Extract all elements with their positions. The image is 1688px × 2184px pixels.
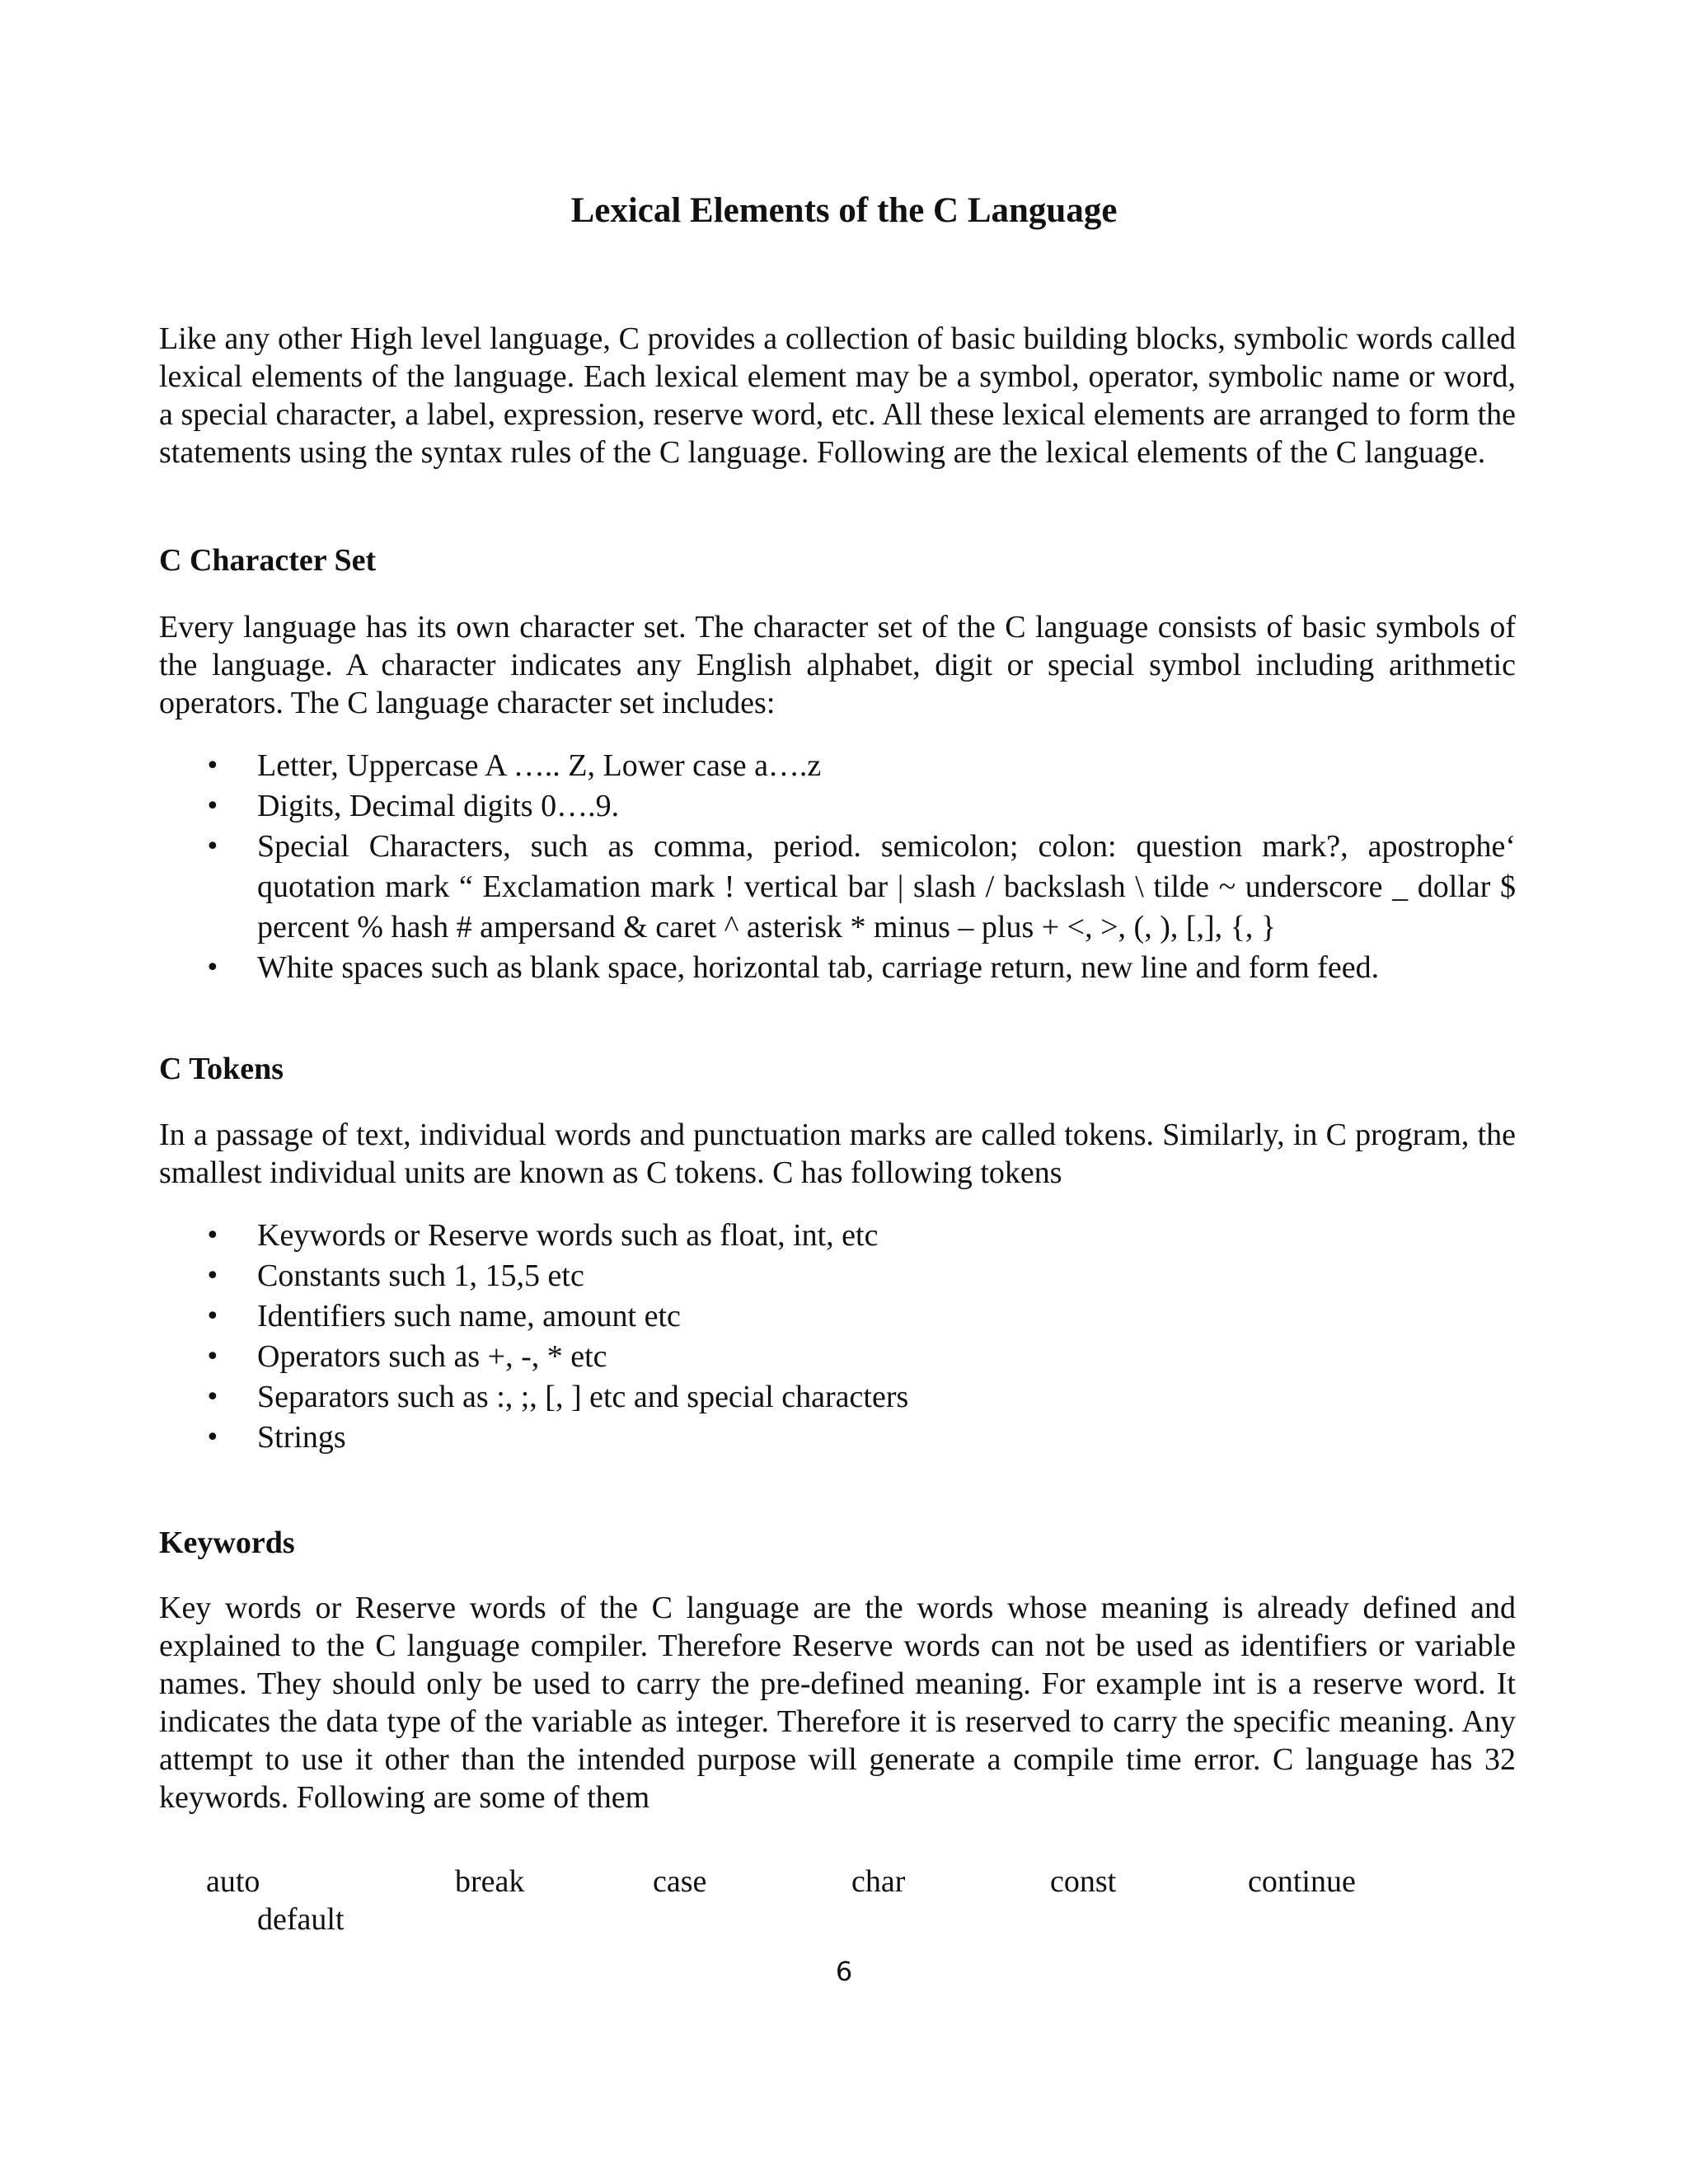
section-heading-keywords: Keywords <box>159 1526 295 1560</box>
list-item-text: Strings <box>257 1420 346 1455</box>
list-item-text: Identifiers such name, amount etc <box>257 1299 681 1333</box>
list-item-text: Digits, Decimal digits 0….9. <box>257 789 620 823</box>
list-item <box>159 1296 1516 1337</box>
keyword-examples <box>0 1863 1688 1904</box>
tokens-paragraph: In a passage of text, individual words and punctuation marks are called tokens. Similarly, in C program, the smallest individual units are known as C tokens. C has following tokens <box>159 1118 1516 1190</box>
bullet-icon: • <box>205 1221 220 1250</box>
page-title: Lexical Elements of the C Language <box>570 191 1118 230</box>
bullet-icon: • <box>205 832 220 861</box>
intro-paragraph: Like any other High level language, C provides a collection of basic building blocks, symbolic words called lexical elements of the language. Each lexical element may be a symbol, operator, symbolic name or word, a special character, a label, expression, reserve word, etc. All these lexical elements are arranged to form the statements using the syntax rules of the C language. Following are the lexical elements of the C language. <box>159 321 1516 470</box>
bullet-icon: • <box>205 792 220 821</box>
list-item <box>159 786 1516 827</box>
character-set-paragraph: Every language has its own character set. The character set of the C language consists of basic symbols of the language. A character indicates any English alphabet, digit or special symbol including arithmetic operators. The C language character set includes: <box>159 610 1516 720</box>
tokens-list <box>159 1216 1516 1458</box>
keyword-item: default <box>257 1902 345 1937</box>
keyword-item: const <box>1050 1864 1117 1899</box>
list-item <box>159 1377 1516 1418</box>
bullet-icon: • <box>205 1262 220 1291</box>
keywords-paragraph: Key words or Reserve words of the C language are the words whose meaning is already defined and explained to the C language compiler. Therefore Reserve words can not be used as identifiers or variable names. They should only be used to carry the pre-defined meaning. For example int is a reserve word. It indicates the data type of the variable as integer. Therefore it is reserved to carry the specific meaning. Any attempt to use it other than the intended purpose will generate a compile time error. C language has 32 keywords. Following are some of them <box>159 1591 1516 1815</box>
character-set-list <box>159 746 1516 988</box>
list-item <box>159 948 1516 988</box>
list-item <box>159 746 1516 786</box>
keyword-item: continue <box>1248 1864 1356 1899</box>
bullet-icon: • <box>205 1343 220 1371</box>
bullet-icon: • <box>205 752 220 780</box>
list-item <box>159 1337 1516 1377</box>
list-item <box>159 1418 1516 1458</box>
list-item-text: Separators such as :, ;, [, ] etc and special characters <box>257 1380 909 1414</box>
section-heading-tokens: C Tokens <box>159 1052 284 1086</box>
bullet-icon: • <box>205 1302 220 1331</box>
list-item-text: Letter, Uppercase A ….. Z, Lower case a….z <box>257 748 822 783</box>
keyword-item: break <box>455 1864 525 1899</box>
list-item-text: Keywords or Reserve words such as float, int, etc <box>257 1218 879 1253</box>
list-item-text: White spaces such as blank space, horizontal tab, carriage return, new line and form feed. <box>257 950 1380 985</box>
list-item <box>159 827 1516 948</box>
bullet-icon: • <box>205 1383 220 1412</box>
list-item <box>159 1216 1516 1256</box>
list-item <box>159 1256 1516 1296</box>
bullet-icon: • <box>205 1423 220 1452</box>
keyword-item: char <box>851 1864 906 1899</box>
list-item-text: Special Characters, such as comma, period. semicolon; colon: question mark?, apostrophe‘ quotation mark “ Exclamation mark ! vertical bar | slash / backslash \ tilde ~ underscore _ dollar $ percent % hash # ampersand & caret ^ asterisk * minus – plus + <, >, (, ), [,], {, } <box>257 829 1516 944</box>
list-item-text: Constants such 1, 15,5 etc <box>257 1258 584 1293</box>
keyword-item: case <box>653 1864 707 1899</box>
page-number: 6 <box>835 1956 853 1987</box>
keyword-item: auto <box>206 1864 260 1899</box>
bullet-icon: • <box>205 954 220 982</box>
list-item-text: Operators such as +, -, * etc <box>257 1339 607 1374</box>
section-heading-character-set: C Character Set <box>159 543 377 578</box>
